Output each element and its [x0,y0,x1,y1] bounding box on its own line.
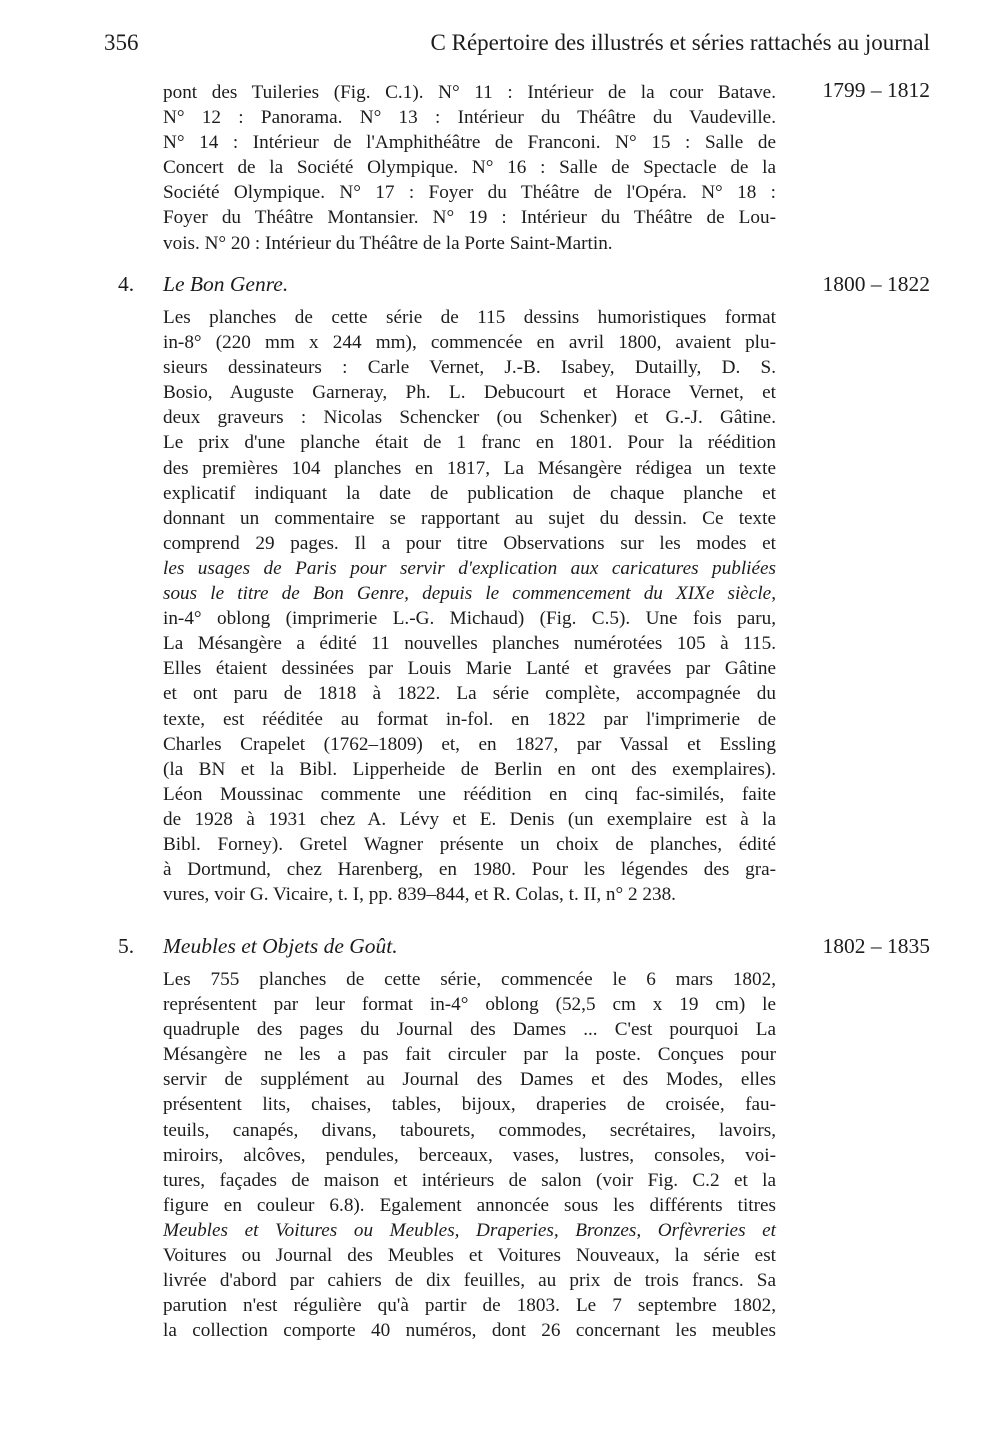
entry-5-number: 5. [118,934,135,958]
entry-4-dates: 1800 – 1822 [822,272,930,296]
text-line: in-8° (220 mm x 244 mm), commencée en avril 1800, avaient plu- [163,332,776,354]
text-line: Les planches de cette série de 115 dessins humoristiques format [163,307,776,328]
text-line: La Mésangère a édité 11 nouvelles planches numérotées 105 à 115. [163,633,776,655]
text-line: de 1928 à 1931 chez A. Lévy et E. Denis (un exemplaire est à la [163,808,776,830]
text-line: Le prix d'une planche était de 1 franc en 1801. Pour la réédition [163,432,776,454]
text-line: Bibl. Forney). Gretel Wagner présente un choix de planches, édité [163,833,776,855]
text-line: Société Olympique. N° 17 : Foyer du Théâtre de l'Opéra. N° 18 : [163,182,776,204]
entry-4-text [163,305,776,907]
text-line: servir de supplément au Journal des Dames et des Modes, elles [163,1069,776,1091]
text-line: tures, façades de maison et intérieurs de salon (voir Fig. C.2 et la [163,1169,776,1191]
text-line: figure en couleur 6.8). Egalement annoncée sous les différents titres [163,1194,776,1216]
text-line: pont des Tuileries (Fig. C.1). N° 11 : Intérieur de la cour Batave. [163,82,776,103]
running-head: C Répertoire des illustrés et séries rattachés au journal [430,30,930,55]
text-line: des premières 104 planches en 1817, La Mésangère rédigea un texte [163,457,776,479]
text-line: Voitures ou Journal des Meubles et Voitures Nouveaux, la série est [163,1245,776,1267]
entry-4-number: 4. [118,272,135,296]
text-line: vures, voir G. Vicaire, t. I, pp. 839–844, et R. Colas, t. II, n° 2 238. [163,884,676,906]
entry-3-dates: 1799 – 1812 [822,78,930,102]
text-line: in-4° oblong (imprimerie L.-G. Michaud) (Fig. C.5). Une fois paru, [163,608,776,630]
text-line: deux graveurs : Nicolas Schencker (ou Schenker) et G.-J. Gâtine. [163,407,776,429]
text-line: sous le titre de Bon Genre, depuis le commencement du XIXe siècle, [163,583,776,605]
entry-4-title: Le Bon Genre. [163,272,289,296]
text-line: et ont paru de 1818 à 1822. La série complète, accompagnée du [163,683,776,705]
entry-5-dates: 1802 – 1835 [822,934,930,958]
text-line: parution n'est régulière qu'à partir de 1803. Le 7 septembre 1802, [163,1295,776,1317]
text-line: livrée d'abord par cahiers de dix feuilles, au prix de trois francs. Sa [163,1270,776,1292]
entry-3-text [163,80,776,256]
text-line: vois. N° 20 : Intérieur du Théâtre de la Porte Saint-Martin. [163,232,613,254]
text-line: Les 755 planches de cette série, commencée le 6 mars 1802, [163,969,776,990]
text-line: explicatif indiquant la date de publication de chaque planche et [163,482,776,504]
text-line: Bosio, Auguste Garneray, Ph. L. Debucourt et Horace Vernet, et [163,382,776,404]
text-line: miroirs, alcôves, pendules, berceaux, vases, lustres, consoles, voi- [163,1144,776,1166]
text-line: (la BN et la Bibl. Lipperheide de Berlin en ont des exemplaires). [163,758,776,780]
text-line: Charles Crapelet (1762–1809) et, en 1827, par Vassal et Essling [163,733,776,755]
text-line: comprend 29 pages. Il a pour titre Observations sur les modes et [163,532,776,554]
text-line: Mésangère ne les a pas fait circuler par la poste. Conçues pour [163,1044,776,1066]
text-line: N° 14 : Intérieur de l'Amphithéâtre de Franconi. N° 15 : Salle de [163,132,776,154]
text-line: teuils, canapés, divans, tabourets, commodes, secrétaires, lavoirs, [163,1119,776,1141]
page-number: 356 [104,30,139,55]
entry-5-text [163,967,776,1343]
text-line: Foyer du Théâtre Montansier. N° 19 : Intérieur du Théâtre de Lou- [163,207,776,229]
entry-5-title: Meubles et Objets de Goût. [163,934,398,958]
text-line: sieurs dessinateurs : Carle Vernet, J.-B. Isabey, Dutailly, D. S. [163,357,776,379]
text-line: Concert de la Société Olympique. N° 16 : Salle de Spectacle de la [163,157,776,179]
text-line: donnant un commentaire se rapportant au sujet du dessin. Ce texte [163,507,776,529]
text-line: N° 12 : Panorama. N° 13 : Intérieur du Théâtre du Vaudeville. [163,107,776,129]
text-line: à Dortmund, chez Harenberg, en 1980. Pour les légendes des gra- [163,859,776,881]
text-line: quadruple des pages du Journal des Dames ... C'est pourquoi La [163,1019,776,1041]
text-line: Meubles et Voitures ou Meubles, Draperies, Bronzes, Orfèvreries et [163,1219,776,1241]
text-line: texte, est rééditée au format in-fol. en 1822 par l'imprimerie de [163,708,776,730]
text-line: représentent par leur format in-4° oblong (52,5 cm x 19 cm) le [163,994,776,1016]
text-line: présentent lits, chaises, tables, bijoux, draperies de croisée, fau- [163,1094,776,1116]
text-line: la collection comporte 40 numéros, dont 26 concernant les meubles [163,1320,776,1342]
text-line: les usages de Paris pour servir d'explication aux caricatures publiées [163,557,776,579]
text-line: Elles étaient dessinées par Louis Marie Lanté et gravées par Gâtine [163,658,776,680]
text-line: Léon Moussinac commente une réédition en cinq fac-similés, faite [163,783,776,805]
